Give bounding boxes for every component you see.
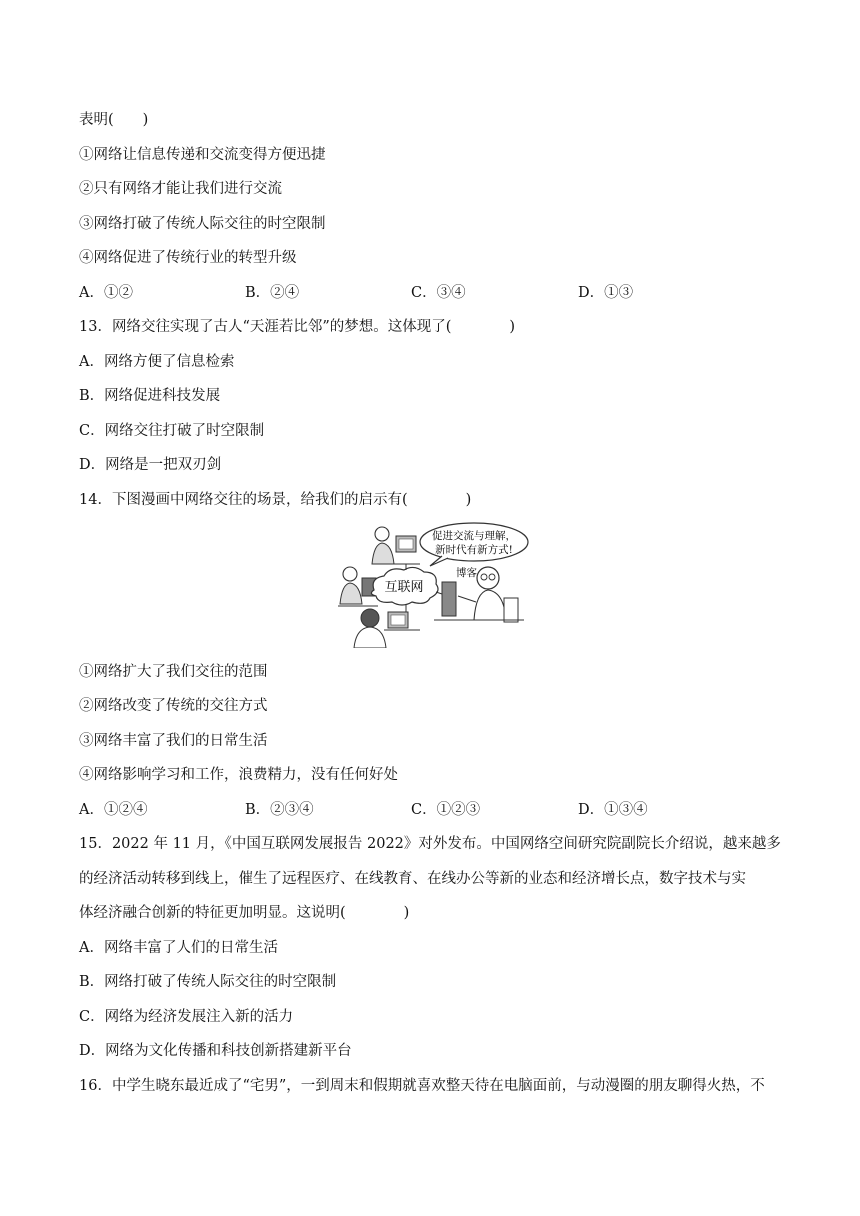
q12-item-2: ②只有网络才能让我们进行交流 xyxy=(79,181,282,197)
q14-item-4: ④网络影响学习和工作，浪费精力，没有任何好处 xyxy=(79,767,398,783)
q12-option-c: C．③④ xyxy=(411,285,466,301)
bubble-line-2: 新时代有新方式! xyxy=(435,544,513,556)
side-label: 博客 xyxy=(456,567,477,579)
q13-option-b: B．网络促进科技发展 xyxy=(79,388,221,404)
cloud-label: 互联网 xyxy=(384,580,424,595)
q14-option-b: B．②③④ xyxy=(245,802,314,818)
q14-stem: 14．下图漫画中网络交往的场景，给我们的启示有( ) xyxy=(79,492,472,508)
q15-option-c: C．网络为经济发展注入新的活力 xyxy=(79,1009,294,1025)
q16-stem-start: 16．中学生晓东最近成了“宅男”，一到周末和假期就喜欢整天待在电脑面前，与动漫圈的朋友聊得火热，不 xyxy=(79,1078,765,1094)
q12-item-4: ④网络促进了传统行业的转型升级 xyxy=(79,250,297,266)
q12-item-1: ①网络让信息传递和交流变得方便迅捷 xyxy=(79,147,326,163)
q14-option-a: A．①②④ xyxy=(79,802,148,818)
q14-item-1: ①网络扩大了我们交往的范围 xyxy=(79,664,268,680)
q13-option-a: A．网络方便了信息检索 xyxy=(79,354,235,370)
q15-stem-line-1: 15．2022 年 11 月，《中国互联网发展报告 2022》对外发布。中国网络空间研究院副院长介绍说，越来越多 xyxy=(79,836,781,852)
q15-option-d: D．网络为文化传播和科技创新搭建新平台 xyxy=(79,1043,352,1059)
q15-stem-line-2: 的经济活动转移到线上，催生了远程医疗、在线教育、在线办公等新的业态和经济增长点，数字技术与实 xyxy=(79,871,746,887)
q14-item-3: ③网络丰富了我们的日常生活 xyxy=(79,733,268,749)
q13-stem: 13．网络交往实现了古人“天涯若比邻”的梦想。这体现了( ) xyxy=(79,319,516,335)
q12-option-b: B．②④ xyxy=(245,285,300,301)
q14-option-c: C．①②③ xyxy=(411,802,481,818)
q12-item-3: ③网络打破了传统人际交往的时空限制 xyxy=(79,216,326,232)
q15-stem-line-3: 体经济融合创新的特征更加明显。这说明( ) xyxy=(79,905,410,921)
bubble-line-1: 促进交流与理解， xyxy=(432,530,516,542)
q14-item-2: ②网络改变了传统的交往方式 xyxy=(79,698,268,714)
q12-stem-end: 表明( ) xyxy=(79,112,149,128)
q15-option-a: A．网络丰富了人们的日常生活 xyxy=(79,940,278,956)
q13-option-d: D．网络是一把双刃剑 xyxy=(79,457,222,473)
q12-option-a: A．①② xyxy=(79,285,133,301)
q13-option-c: C．网络交往打破了时空限制 xyxy=(79,423,265,439)
q14-option-d: D．①③④ xyxy=(578,802,648,818)
q12-option-d: D．①③ xyxy=(578,285,634,301)
q15-option-b: B．网络打破了传统人际交往的时空限制 xyxy=(79,974,337,990)
network-comic xyxy=(334,520,530,648)
